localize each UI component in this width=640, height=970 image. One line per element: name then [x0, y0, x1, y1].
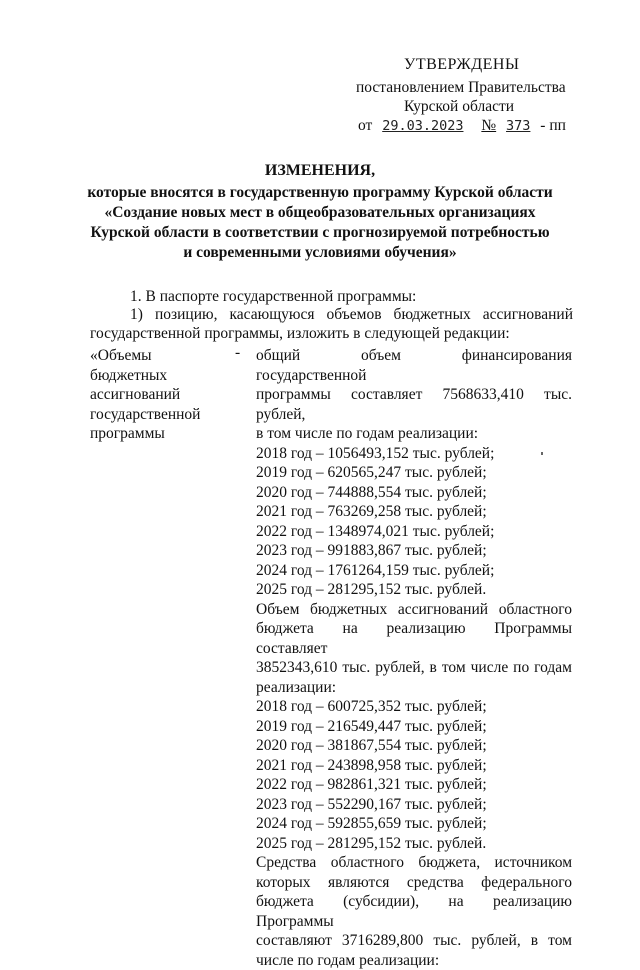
table-right-column	[256, 346, 572, 970]
approval-region: Курской области	[404, 98, 514, 116]
left-line: программы	[90, 424, 200, 444]
intro-item-1: 1. В паспорте государственной программы:	[130, 288, 416, 306]
left-line: бюджетных	[90, 366, 200, 386]
right-line: 2021 год – 243898,958 тыс. рублей;	[256, 756, 572, 776]
right-line: 2024 год – 592855,659 тыс. рублей;	[256, 814, 572, 834]
left-line: «Объемы	[90, 346, 200, 366]
right-line: 2022 год – 1348974,021 тыс. рублей;	[256, 522, 572, 542]
right-line: 2018 год – 600725,352 тыс. рублей;	[256, 697, 572, 717]
right-line: 3852343,610 тыс. рублей, в том числе по годам	[256, 658, 572, 678]
right-line: составляют 3716289,800 тыс. рублей, в том	[256, 931, 572, 951]
intro-sub-1-line-1: 1) позицию, касающуюся объемов бюджетных ассигнований	[130, 306, 573, 324]
title-line-2: «Создание новых мест в общеобразовательных организациях	[0, 204, 640, 222]
title-line-1: которые вносятся в государственную программу Курской области	[0, 184, 640, 202]
left-line: государственной	[90, 405, 200, 425]
approval-heading: УТВЕРЖДЕНЫ	[404, 56, 519, 74]
from-label: от	[358, 117, 372, 134]
approval-date-number	[358, 117, 566, 135]
number-label: №	[481, 117, 496, 134]
right-line: Средства областного бюджета, источником	[256, 853, 572, 873]
title-line-3: Курской области в соответствии с прогнозируемой потребностью	[0, 224, 640, 242]
approval-number: 373	[500, 118, 536, 134]
right-line: в том числе по годам реализации:	[256, 424, 572, 444]
right-line: бюджета на реализацию Программы составляет	[256, 619, 572, 658]
right-line: 2018 год – 1056493,152 тыс. рублей;	[256, 444, 572, 464]
table-dash: -	[235, 344, 240, 362]
right-line: числе по годам реализации:	[256, 951, 572, 970]
right-line: 2019 год – 620565,247 тыс. рублей;	[256, 463, 572, 483]
right-line: общий объем финансирования государственной	[256, 346, 572, 385]
title-line-4: и современными условиями обучения»	[0, 244, 640, 262]
right-line: 2023 год – 552290,167 тыс. рублей;	[256, 795, 572, 815]
right-line: бюджета (субсидии), на реализацию Программы	[256, 892, 572, 931]
right-line: 2021 год – 763269,258 тыс. рублей;	[256, 502, 572, 522]
right-line: 2025 год – 281295,152 тыс. рублей.	[256, 580, 572, 600]
right-line: 2019 год – 216549,447 тыс. рублей;	[256, 717, 572, 737]
right-line: которых являются средства федерального	[256, 873, 572, 893]
right-line: 2022 год – 982861,321 тыс. рублей;	[256, 775, 572, 795]
approval-date: 29.03.2023	[380, 118, 477, 134]
right-line: программы составляет 7568633,410 тыс. рублей,	[256, 385, 572, 424]
scan-speck	[541, 452, 543, 455]
table-left-column	[90, 346, 200, 444]
right-line: 2025 год – 281295,152 тыс. рублей.	[256, 834, 572, 854]
intro-sub-1-line-2: государственной программы, изложить в следующей редакции:	[90, 325, 510, 343]
right-line: 2024 год – 1761264,159 тыс. рублей;	[256, 561, 572, 581]
document-title: ИЗМЕНЕНИЯ,	[0, 162, 640, 180]
right-line: Объем бюджетных ассигнований областного	[256, 600, 572, 620]
right-line: реализации:	[256, 678, 572, 698]
right-line: 2023 год – 991883,867 тыс. рублей;	[256, 541, 572, 561]
right-line: 2020 год – 381867,554 тыс. рублей;	[256, 736, 572, 756]
left-line: ассигнований	[90, 385, 200, 405]
approval-issuer: постановлением Правительства	[356, 79, 566, 97]
right-line: 2020 год – 744888,554 тыс. рублей;	[256, 483, 572, 503]
number-suffix: - пп	[540, 117, 566, 134]
